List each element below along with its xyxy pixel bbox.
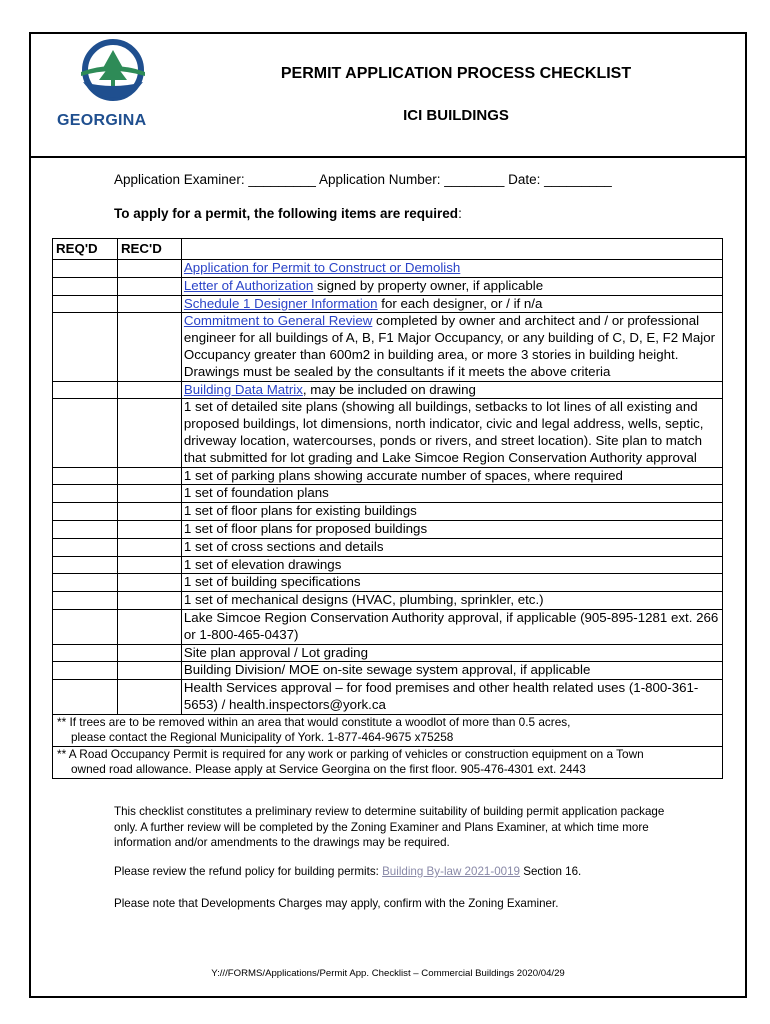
reqd-checkbox-cell[interactable] xyxy=(53,277,118,295)
reqd-checkbox-cell[interactable] xyxy=(53,556,118,574)
checklist-item-text: , may be included on drawing xyxy=(302,381,476,397)
checklist-body xyxy=(53,260,723,779)
reqd-checkbox-cell[interactable] xyxy=(53,381,118,399)
note-line: ** A Road Occupancy Permit is required for any work or parking of vehicles or construction equipment on a Town xyxy=(57,746,644,761)
reqd-checkbox-cell[interactable] xyxy=(53,313,118,381)
header-item xyxy=(181,239,722,260)
reqd-checkbox-cell[interactable] xyxy=(53,503,118,521)
table-row xyxy=(53,260,723,278)
reqd-checkbox-cell[interactable] xyxy=(53,260,118,278)
table-row xyxy=(53,381,723,399)
table-row xyxy=(53,485,723,503)
table-row xyxy=(53,556,723,574)
reqd-checkbox-cell[interactable] xyxy=(53,662,118,680)
checklist-item xyxy=(181,644,722,662)
checklist-item xyxy=(181,574,722,592)
checklist-item-text: 1 set of detailed site plans (showing all buildings, setbacks to lot lines of all existing and proposed buildings, lot dimensions, north indicator, civic and legal address, wells, septic, driveway location, watercourses, ponds or rivers, and street location). Site plan to match that submitted for lot grading and Lake Simcoe Region Conservation Authority approval xyxy=(183,399,704,465)
note-line: owned road allowance. Please apply at Service Georgina on the first floor. 905-476-4301 ext. 2443 xyxy=(71,762,586,777)
checklist-item xyxy=(181,680,722,715)
reqd-checkbox-cell[interactable] xyxy=(53,574,118,592)
table-row xyxy=(53,520,723,538)
table-row xyxy=(53,662,723,680)
recd-checkbox-cell[interactable] xyxy=(117,467,181,485)
checklist-item xyxy=(181,295,722,313)
table-row xyxy=(53,277,723,295)
instruction-text: To apply for a permit, the following items are required xyxy=(114,206,459,221)
review-note: This checklist constitutes a preliminary review to determine suitability of building permit application package only. A further review will be completed by the Zoning Examiner and Plans Examiner, at which time more information and/or amendments to the drawings may be required. xyxy=(114,805,665,849)
recd-checkbox-cell[interactable] xyxy=(117,556,181,574)
checklist-item-text: Health Services approval – for food premises and other health related uses (1-800-361-5653) / health.inspectors@york.ca xyxy=(183,680,699,712)
checklist-item xyxy=(181,381,722,399)
instruction-heading xyxy=(114,206,462,221)
table-row xyxy=(53,574,723,592)
date-label: Date: xyxy=(508,172,541,187)
checklist-item-text: 1 set of cross sections and details xyxy=(183,538,384,554)
recd-checkbox-cell[interactable] xyxy=(117,485,181,503)
recd-checkbox-cell[interactable] xyxy=(117,680,181,715)
checklist-item-link[interactable]: Letter of Authorization xyxy=(183,277,314,293)
examiner-field[interactable]: _________ xyxy=(248,172,316,187)
table-row xyxy=(53,592,723,610)
recd-checkbox-cell[interactable] xyxy=(117,662,181,680)
checklist-item-text: completed by owner and architect and / or professional engineer for all buildings of A, B, F1 Major Occupancy, or any building of C, D, E, F2 Major Occupancy greater than 600m2 in building area, or more 3 stories in building height. Drawings must be sealed by the consultants if it meets the above criteria xyxy=(183,313,716,379)
file-path: Y:///FORMS/Applications/Permit App. Checklist – Commercial Buildings 2020/04/29 xyxy=(211,968,565,979)
checklist-item-link[interactable]: Building Data Matrix xyxy=(183,381,303,397)
recd-checkbox-cell[interactable] xyxy=(117,574,181,592)
checklist-item-text: for each designer, or / if n/a xyxy=(377,295,543,311)
reqd-checkbox-cell[interactable] xyxy=(53,644,118,662)
table-header-row xyxy=(53,239,723,260)
recd-checkbox-cell[interactable] xyxy=(117,260,181,278)
recd-checkbox-cell[interactable] xyxy=(117,538,181,556)
page-subtitle: ICI BUILDINGS xyxy=(403,107,509,124)
checklist-item xyxy=(181,503,722,521)
checklist-table xyxy=(52,238,723,779)
checklist-item-text: 1 set of floor plans for proposed buildings xyxy=(183,520,428,536)
checklist-item-link[interactable]: Commitment to General Review xyxy=(183,313,373,329)
recd-checkbox-cell[interactable] xyxy=(117,644,181,662)
checklist-item-text: signed by property owner, if applicable xyxy=(313,277,544,293)
checklist-item-text: 1 set of foundation plans xyxy=(183,485,329,501)
note-row xyxy=(53,746,723,778)
number-field[interactable]: ________ xyxy=(444,172,505,187)
checklist-item-text: 1 set of parking plans showing accurate number of spaces, where required xyxy=(183,467,623,483)
reqd-checkbox-cell[interactable] xyxy=(53,680,118,715)
table-row xyxy=(53,644,723,662)
reqd-checkbox-cell[interactable] xyxy=(53,520,118,538)
table-note xyxy=(53,714,723,746)
table-row xyxy=(53,467,723,485)
page-frame xyxy=(29,32,747,998)
checklist-item xyxy=(181,467,722,485)
table-note xyxy=(53,746,723,778)
reqd-checkbox-cell[interactable] xyxy=(53,485,118,503)
recd-checkbox-cell[interactable] xyxy=(117,592,181,610)
checklist-item xyxy=(181,662,722,680)
checklist-item-text: 1 set of elevation drawings xyxy=(183,556,342,572)
reqd-checkbox-cell[interactable] xyxy=(53,609,118,644)
table-row xyxy=(53,399,723,467)
checklist-item xyxy=(181,313,722,381)
header-recd: REC'D xyxy=(117,239,181,260)
header xyxy=(31,34,745,158)
recd-checkbox-cell[interactable] xyxy=(117,609,181,644)
recd-checkbox-cell[interactable] xyxy=(117,381,181,399)
checklist-item xyxy=(181,538,722,556)
reqd-checkbox-cell[interactable] xyxy=(53,467,118,485)
recd-checkbox-cell[interactable] xyxy=(117,399,181,467)
checklist-item xyxy=(181,556,722,574)
checklist-item xyxy=(181,277,722,295)
checklist-item-text: Building Division/ MOE on-site sewage system approval, if applicable xyxy=(183,662,591,678)
checklist-item xyxy=(181,520,722,538)
date-field[interactable]: _________ xyxy=(544,172,612,187)
table-row xyxy=(53,609,723,644)
refund-note xyxy=(114,864,674,880)
table-row xyxy=(53,680,723,715)
recd-checkbox-cell[interactable] xyxy=(117,277,181,295)
recd-checkbox-cell[interactable] xyxy=(117,295,181,313)
checklist-item xyxy=(181,592,722,610)
table-row xyxy=(53,538,723,556)
checklist-item xyxy=(181,260,722,278)
note-line: please contact the Regional Municipality of York. 1-877-464-9675 x75258 xyxy=(71,730,454,745)
table-row xyxy=(53,295,723,313)
checklist-item-text: 1 set of floor plans for existing buildings xyxy=(183,503,417,519)
logo-text: GEORGINA xyxy=(57,112,147,129)
examiner-label: Application Examiner: xyxy=(114,172,245,187)
note-row xyxy=(53,714,723,746)
header-reqd: REQ'D xyxy=(53,239,118,260)
table-row xyxy=(53,503,723,521)
refund-prefix: Please review the refund policy for building permits: xyxy=(114,865,383,878)
application-info-line xyxy=(114,172,612,187)
reqd-checkbox-cell[interactable] xyxy=(53,399,118,467)
development-charges-note: Please note that Developments Charges may apply, confirm with the Zoning Examiner. xyxy=(114,897,559,910)
reqd-checkbox-cell[interactable] xyxy=(53,592,118,610)
table-row xyxy=(53,313,723,381)
number-label: Application Number: xyxy=(318,172,441,187)
checklist-item-link[interactable]: Application for Permit to Construct or Demolish xyxy=(183,260,461,275)
checklist-item xyxy=(181,609,722,644)
recd-checkbox-cell[interactable] xyxy=(117,313,181,381)
checklist-item-text: 1 set of building specifications xyxy=(183,574,361,590)
refund-suffix: Section 16. xyxy=(520,865,582,878)
checklist-item xyxy=(181,399,722,467)
checklist-item-text: Lake Simcoe Region Conservation Authority approval, if applicable (905-895-1281 ext. 266 or 1-800-465-0437) xyxy=(183,609,719,642)
reqd-checkbox-cell[interactable] xyxy=(53,295,118,313)
checklist-item-text: 1 set of mechanical designs (HVAC, plumbing, sprinkler, etc.) xyxy=(183,592,544,608)
bylaw-link[interactable]: Building By-law 2021-0019 xyxy=(382,865,521,878)
checklist-item xyxy=(181,485,722,503)
checklist-item-text: Site plan approval / Lot grading xyxy=(183,644,368,660)
instruction-colon: : xyxy=(458,206,462,221)
recd-checkbox-cell[interactable] xyxy=(117,520,181,538)
page-title: PERMIT APPLICATION PROCESS CHECKLIST xyxy=(280,65,632,82)
note-line: ** If trees are to be removed within an area that would constitute a woodlot of more than 0.5 acres, xyxy=(57,714,571,729)
checklist-item-link[interactable]: Schedule 1 Designer Information xyxy=(183,295,378,311)
reqd-checkbox-cell[interactable] xyxy=(53,538,118,556)
recd-checkbox-cell[interactable] xyxy=(117,503,181,521)
